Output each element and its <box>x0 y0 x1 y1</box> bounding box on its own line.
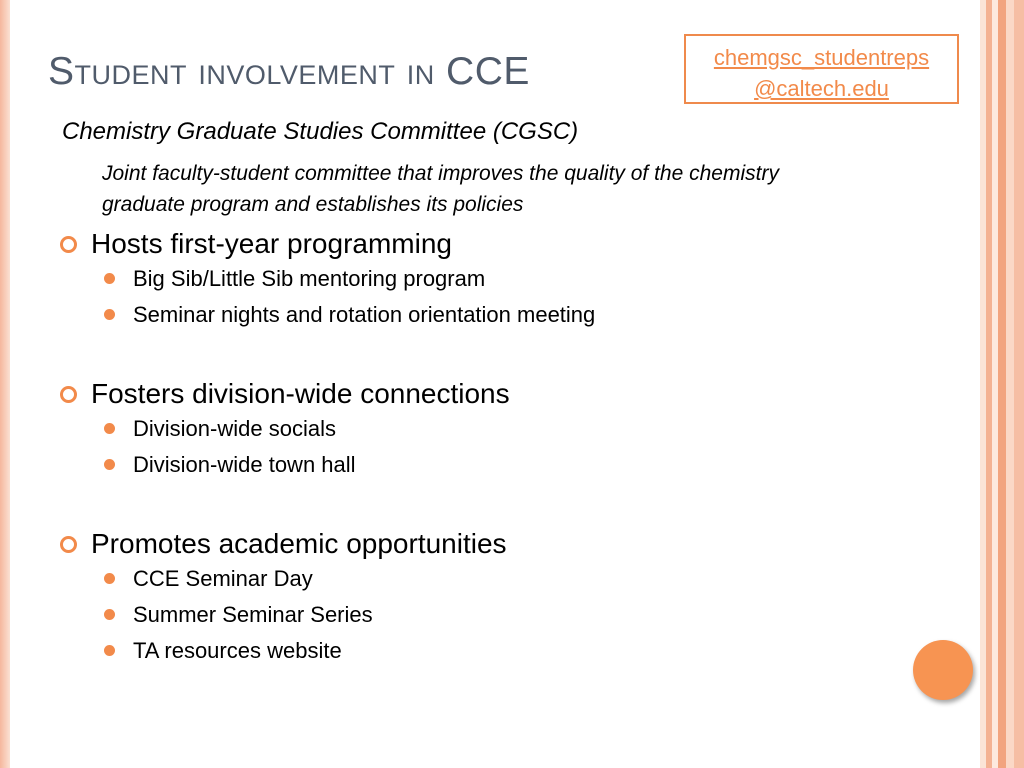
section-title: Fosters division-wide connections <box>91 378 510 409</box>
list-item <box>0 416 940 452</box>
ring-bullet-icon <box>60 536 77 553</box>
list-item-text: TA resources website <box>133 638 342 663</box>
email-link-line1[interactable]: chemgsc_studentreps <box>713 45 930 70</box>
list-item <box>0 566 940 602</box>
dot-bullet-icon <box>104 273 115 284</box>
committee-heading: Chemistry Graduate Studies Committee (CGSC) <box>62 118 579 145</box>
section-title: Hosts first-year programming <box>91 228 452 259</box>
list-item <box>0 638 940 674</box>
email-box[interactable] <box>684 34 959 104</box>
list-item <box>0 302 940 338</box>
dot-bullet-icon <box>104 423 115 434</box>
orange-circle-decoration <box>913 640 973 700</box>
right-decorative-stripes <box>980 0 1024 768</box>
ring-bullet-icon <box>60 236 77 253</box>
committee-description: Joint faculty-student committee that improves the quality of the chemistry graduate program and establishes its policies <box>102 162 779 216</box>
section-first-year <box>0 228 940 338</box>
dot-bullet-icon <box>104 459 115 470</box>
dot-bullet-icon <box>104 645 115 656</box>
list-item-text: Division-wide socials <box>133 416 336 441</box>
slide-title: Student involvement in CCE <box>48 50 530 93</box>
list-item-text: Big Sib/Little Sib mentoring program <box>133 266 486 291</box>
dot-bullet-icon <box>104 609 115 620</box>
list-item-text: Summer Seminar Series <box>133 602 373 627</box>
ring-bullet-icon <box>60 386 77 403</box>
list-item-text: CCE Seminar Day <box>133 566 313 591</box>
section-title: Promotes academic opportunities <box>91 528 507 559</box>
email-link-line2[interactable]: @caltech.edu <box>754 76 889 101</box>
list-item <box>0 602 940 638</box>
dot-bullet-icon <box>104 573 115 584</box>
dot-bullet-icon <box>104 309 115 320</box>
list-item <box>0 452 940 488</box>
list-item-text: Seminar nights and rotation orientation meeting <box>133 302 596 327</box>
list-item-text: Division-wide town hall <box>133 452 356 477</box>
sections-list <box>0 228 940 714</box>
section-academic-opportunities <box>0 528 940 674</box>
section-division-connections <box>0 378 940 488</box>
list-item <box>0 266 940 302</box>
